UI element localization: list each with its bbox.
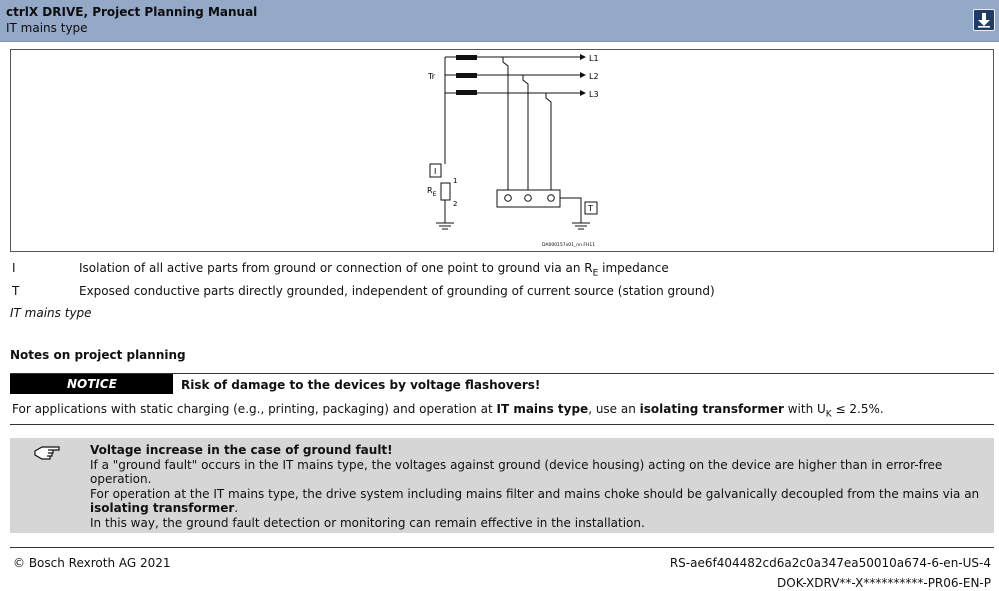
- it-mains-diagram-frame: [10, 49, 994, 252]
- notice-label: NOTICE: [10, 374, 173, 394]
- tip-content: [90, 443, 980, 530]
- divider: [10, 424, 994, 425]
- tip-paragraph: If a "ground fault" occurs in the IT mains type, the voltages against ground (device housing) acting on the device are higher than in error-free operation.: [90, 457, 943, 486]
- winding-l2: [456, 73, 477, 78]
- tip-paragraph: For operation at the IT mains type, the drive system including mains filter and mains choke should be galvanically decoupled from the mains via an isolating transformer.: [90, 486, 980, 515]
- label-re: R: [427, 186, 433, 195]
- label-i-box: I: [434, 167, 437, 176]
- copyright: © Bosch Rexroth AG 2021: [13, 556, 171, 570]
- document-code: DOK-XDRV**-X**********-PR06-EN-P: [777, 576, 991, 590]
- manual-title: ctrlX DRIVE, Project Planning Manual: [6, 5, 258, 19]
- download-button[interactable]: [973, 9, 995, 31]
- notes-heading: Notes on project planning: [10, 348, 186, 362]
- download-arrow-icon: [977, 12, 991, 28]
- label-re-sub: E: [432, 191, 437, 198]
- tip-paragraph: In this way, the ground fault detection or monitoring can remain effective in the installation.: [90, 515, 645, 530]
- it-mains-diagram: [415, 50, 605, 252]
- pointing-hand-icon: [34, 443, 62, 461]
- notice-text: For applications with static charging (e.g., printing, packaging) and operation at IT mains type, use an isolating transformer with $U_K \le 2.5\%$.: [12, 402, 884, 420]
- figure-caption: IT mains type: [10, 306, 92, 320]
- section-subtitle: IT mains type: [6, 21, 88, 35]
- drawing-id: DA000157v01_nn.FH11: [542, 243, 596, 248]
- tip-title: Voltage increase in the case of ground fault!: [90, 443, 393, 457]
- footer-divider: [10, 547, 994, 548]
- label-pin1: 1: [453, 177, 458, 185]
- label-l2: L2: [589, 72, 599, 81]
- label-t-box: T: [588, 204, 593, 213]
- tip-box: [10, 438, 994, 533]
- legend-symbol: T: [12, 284, 20, 298]
- legend-text: Isolation of all active parts from ground or connection of one point to ground via an $R_E$ impedance: [79, 261, 669, 279]
- page-header: [0, 0, 999, 42]
- re-resistor: [441, 183, 450, 200]
- winding-l3: [456, 90, 477, 95]
- svg-text:RE: [427, 186, 437, 198]
- notice-header: [10, 373, 994, 394]
- legend-text: Exposed conductive parts directly grounded, independent of grounding of current source (station ground): [79, 284, 715, 298]
- winding-l1: [456, 55, 477, 60]
- label-tr: Tr: [428, 72, 435, 81]
- document-id: RS-ae6f404482cd6a2c0a347ea50010a674-6-en-US-4: [669, 556, 991, 570]
- label-pin2: 2: [453, 200, 458, 208]
- label-l1: L1: [589, 54, 599, 63]
- notice-title: Risk of damage to the devices by voltage flashovers!: [181, 378, 541, 392]
- label-l3: L3: [589, 90, 599, 99]
- legend-symbol: I: [12, 261, 16, 275]
